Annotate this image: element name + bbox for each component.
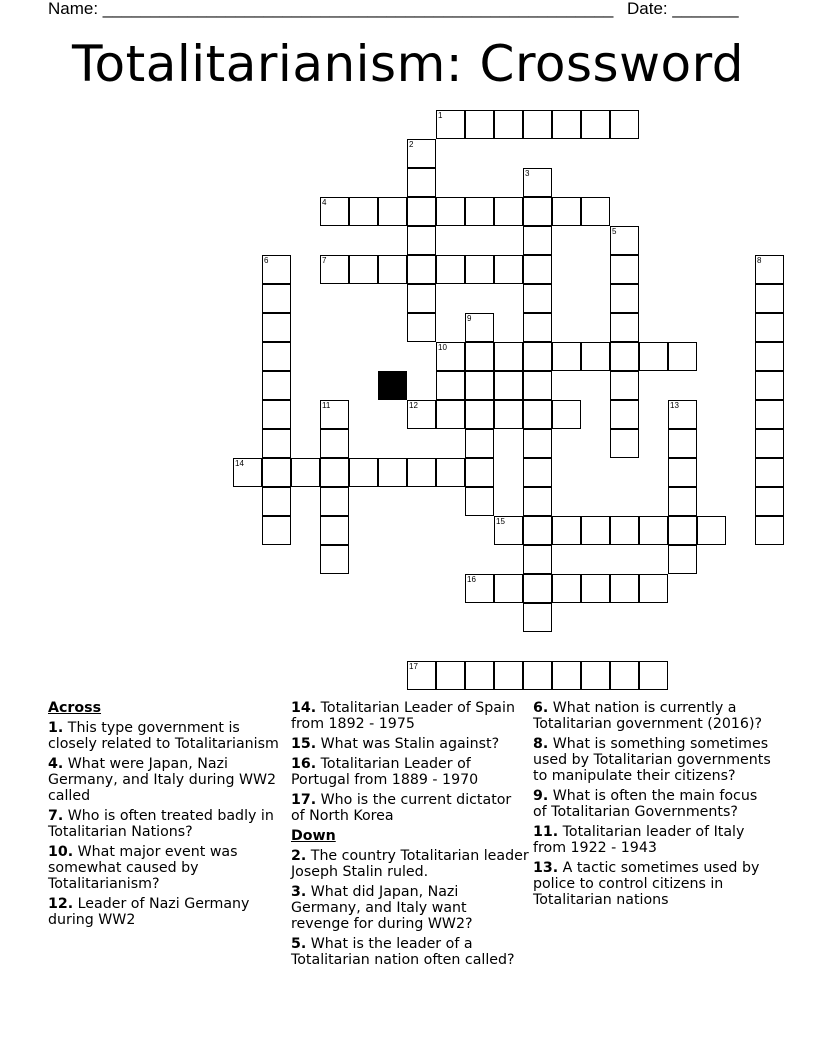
down-clue — [533, 736, 773, 784]
clue-text: What is something sometimes used by Totalitarian governments to manipulate their citizens? — [533, 736, 771, 784]
grid-cell[interactable] — [523, 429, 552, 458]
grid-cell[interactable] — [436, 255, 465, 284]
name-label[interactable]: Name: ______________________________________________________ — [48, 0, 614, 18]
clue-number: 9 — [467, 314, 472, 323]
grid-cell[interactable] — [378, 255, 407, 284]
grid-cell[interactable] — [552, 661, 581, 690]
grid-cell[interactable] — [668, 516, 697, 545]
grid-cell[interactable] — [465, 487, 494, 516]
across-clue — [291, 700, 529, 732]
grid-cell[interactable] — [349, 458, 378, 487]
grid-cell[interactable] — [262, 400, 291, 429]
grid-cell[interactable] — [755, 371, 784, 400]
grid-cell[interactable] — [407, 458, 436, 487]
clue-text: What nation is currently a Totalitarian government (2016)? — [533, 700, 763, 732]
grid-cell[interactable] — [639, 342, 668, 371]
grid-cell[interactable] — [465, 197, 494, 226]
grid-cell[interactable] — [407, 197, 436, 226]
grid-cell[interactable] — [668, 429, 697, 458]
down-clue — [291, 936, 529, 968]
grid-cell[interactable] — [523, 516, 552, 545]
grid-cell[interactable] — [755, 516, 784, 545]
grid-cell[interactable] — [465, 342, 494, 371]
grid-cell[interactable] — [465, 661, 494, 690]
across-clue — [291, 756, 529, 788]
grid-cell[interactable] — [668, 400, 697, 429]
grid-cell[interactable] — [465, 574, 494, 603]
clue-number: 3 — [525, 169, 530, 178]
grid-cell[interactable] — [262, 371, 291, 400]
grid-cell[interactable] — [494, 516, 523, 545]
grid-cell[interactable] — [523, 661, 552, 690]
grid-cell[interactable] — [436, 197, 465, 226]
grid-cell[interactable] — [436, 661, 465, 690]
grid-cell[interactable] — [465, 371, 494, 400]
grid-cell[interactable] — [407, 661, 436, 690]
grid-cell[interactable] — [523, 400, 552, 429]
grid-cell[interactable] — [494, 342, 523, 371]
grid-cell[interactable] — [523, 545, 552, 574]
grid-cell[interactable] — [552, 400, 581, 429]
grid-cell[interactable] — [668, 458, 697, 487]
grid-cell[interactable] — [378, 197, 407, 226]
grid-cell[interactable] — [552, 197, 581, 226]
grid-cell[interactable] — [755, 313, 784, 342]
across-clue — [291, 792, 529, 824]
grid-cell[interactable] — [494, 400, 523, 429]
across-clue — [291, 736, 529, 752]
clue-number: 8. — [533, 736, 549, 752]
grid-cell[interactable] — [349, 255, 378, 284]
grid-cell[interactable] — [610, 110, 639, 139]
clue-number: 11. — [533, 824, 559, 840]
down-clue — [533, 860, 773, 908]
grid-cell[interactable] — [610, 255, 639, 284]
grid-cell[interactable] — [610, 284, 639, 313]
grid-cell[interactable] — [494, 197, 523, 226]
clue-number: 6. — [533, 700, 549, 716]
grid-cell[interactable] — [755, 487, 784, 516]
grid-cell[interactable] — [523, 284, 552, 313]
grid-cell[interactable] — [610, 574, 639, 603]
grid-cell[interactable] — [320, 487, 349, 516]
clue-number: 7. — [48, 808, 64, 824]
grid-cell[interactable] — [436, 371, 465, 400]
clue-number: 17 — [409, 662, 418, 671]
grid-cell[interactable] — [523, 487, 552, 516]
clue-number: 2 — [409, 140, 414, 149]
grid-cell[interactable] — [407, 139, 436, 168]
grid-cell[interactable] — [465, 400, 494, 429]
grid-cell[interactable] — [668, 342, 697, 371]
across-clue — [48, 808, 284, 840]
grid-cell[interactable] — [407, 284, 436, 313]
grid-cell[interactable] — [494, 574, 523, 603]
grid-cell[interactable] — [610, 342, 639, 371]
grid-cell[interactable] — [233, 458, 262, 487]
clue-number: 15 — [496, 517, 505, 526]
grid-cell[interactable] — [755, 255, 784, 284]
down-clue — [533, 824, 773, 856]
grid-cell[interactable] — [407, 400, 436, 429]
clue-text: Totalitarian Leader of Spain from 1892 - 1975 — [291, 700, 515, 732]
grid-cell[interactable] — [610, 400, 639, 429]
clue-text: What major event was somewhat caused by Totalitarianism? — [48, 844, 238, 892]
grid-cell[interactable] — [755, 284, 784, 313]
across-clue — [48, 896, 284, 928]
grid-cell[interactable] — [581, 342, 610, 371]
grid-cell[interactable] — [262, 516, 291, 545]
grid-cell[interactable] — [523, 313, 552, 342]
clue-number: 4 — [322, 198, 327, 207]
clues-heading: Across — [48, 700, 102, 716]
down-clue — [533, 700, 773, 732]
grid-cell[interactable] — [262, 255, 291, 284]
grid-cell[interactable] — [581, 197, 610, 226]
grid-cell[interactable] — [378, 458, 407, 487]
grid-cell[interactable] — [755, 400, 784, 429]
grid-cell[interactable] — [610, 226, 639, 255]
clue-text: A tactic sometimes used by police to control citizens in Totalitarian nations — [533, 860, 760, 908]
clue-number: 13 — [670, 401, 679, 410]
grid-cell[interactable] — [610, 313, 639, 342]
grid-cell[interactable] — [639, 574, 668, 603]
grid-cell[interactable] — [523, 110, 552, 139]
grid-cell[interactable] — [668, 545, 697, 574]
grid-cell[interactable] — [320, 255, 349, 284]
clue-number: 1. — [48, 720, 64, 736]
clue-number: 8 — [757, 256, 762, 265]
grid-cell[interactable] — [523, 603, 552, 632]
clue-number: 12. — [48, 896, 74, 912]
clue-text: Totalitarian Leader of Portugal from 1889 - 1970 — [291, 756, 479, 788]
grid-cell[interactable] — [262, 284, 291, 313]
grid-cell[interactable] — [552, 342, 581, 371]
clue-number: 4. — [48, 756, 64, 772]
date-label[interactable]: Date: _______ — [627, 0, 739, 18]
clue-text: What were Japan, Nazi Germany, and Italy during WW2 called — [48, 756, 277, 804]
grid-cell[interactable] — [755, 429, 784, 458]
clue-number: 12 — [409, 401, 418, 410]
clue-text: Who is the current dictator of North Korea — [291, 792, 512, 824]
clue-number: 13. — [533, 860, 559, 876]
clue-number: 3. — [291, 884, 307, 900]
page-title: Totalitarianism: Crossword — [71, 35, 745, 93]
clue-number: 10. — [48, 844, 74, 860]
grid-cell[interactable] — [494, 371, 523, 400]
grid-cell[interactable] — [320, 400, 349, 429]
clues-heading: Down — [291, 828, 336, 844]
clue-text: Leader of Nazi Germany during WW2 — [48, 896, 250, 928]
grid-cell[interactable] — [523, 458, 552, 487]
clue-number: 5. — [291, 936, 307, 952]
grid-cell[interactable] — [581, 574, 610, 603]
grid-cell[interactable] — [320, 545, 349, 574]
grid-cell[interactable] — [262, 342, 291, 371]
down-clue — [291, 884, 529, 932]
grid-cell[interactable] — [494, 661, 523, 690]
clue-text: What is often the main focus of Totalitarian Governments? — [533, 788, 758, 820]
grid-cell[interactable] — [320, 429, 349, 458]
grid-cell[interactable] — [523, 371, 552, 400]
grid-cell[interactable] — [465, 313, 494, 342]
clue-text: What did Japan, Nazi Germany, and Italy want revenge for during WW2? — [291, 884, 473, 932]
grid-cell[interactable] — [320, 516, 349, 545]
grid-cell[interactable] — [436, 342, 465, 371]
grid-cell[interactable] — [262, 458, 291, 487]
clue-number: 1 — [438, 111, 443, 120]
grid-cell[interactable] — [320, 458, 349, 487]
down-clue — [533, 788, 773, 820]
grid-cell[interactable] — [291, 458, 320, 487]
grid-cell[interactable] — [610, 371, 639, 400]
grid-cell[interactable] — [581, 516, 610, 545]
down-clue — [291, 848, 529, 880]
grid-cell[interactable] — [523, 197, 552, 226]
clue-text: Totalitarian leader of Italy from 1922 - 1943 — [533, 824, 745, 856]
grid-cell[interactable] — [465, 110, 494, 139]
grid-cell[interactable] — [639, 516, 668, 545]
clue-number: 14. — [291, 700, 317, 716]
across-clue — [48, 720, 284, 752]
grid-cell[interactable] — [262, 429, 291, 458]
grid-cell[interactable] — [436, 110, 465, 139]
grid-cell[interactable] — [494, 255, 523, 284]
clue-number: 2. — [291, 848, 307, 864]
grid-cell[interactable] — [610, 516, 639, 545]
grid-cell[interactable] — [407, 226, 436, 255]
grid-cell[interactable] — [523, 574, 552, 603]
clue-number: 5 — [612, 227, 617, 236]
grid-cell[interactable] — [755, 342, 784, 371]
grid-cell[interactable] — [407, 168, 436, 197]
clue-number: 6 — [264, 256, 269, 265]
clues-column-2 — [291, 700, 529, 972]
clue-text: What was Stalin against? — [316, 736, 500, 752]
grid-cell[interactable] — [581, 110, 610, 139]
grid-cell[interactable] — [581, 661, 610, 690]
clue-number: 10 — [438, 343, 447, 352]
grid-cell[interactable] — [755, 458, 784, 487]
across-clue — [48, 844, 284, 892]
grid-cell[interactable] — [349, 197, 378, 226]
grid-cell[interactable] — [697, 516, 726, 545]
clue-number: 17. — [291, 792, 317, 808]
across-clue — [48, 756, 284, 804]
clues-column-1 — [48, 700, 284, 932]
grid-cell[interactable] — [262, 487, 291, 516]
clue-number: 16 — [467, 575, 476, 584]
grid-cell[interactable] — [552, 110, 581, 139]
clue-text: The country Totalitarian leader Joseph Stalin ruled. — [291, 848, 529, 880]
grid-cell[interactable] — [610, 429, 639, 458]
grid-cell[interactable] — [523, 255, 552, 284]
grid-cell[interactable] — [407, 313, 436, 342]
grid-cell[interactable] — [465, 458, 494, 487]
clue-number: 7 — [322, 256, 327, 265]
grid-cell[interactable] — [320, 197, 349, 226]
black-cell — [378, 371, 407, 400]
clue-number: 14 — [235, 459, 244, 468]
clue-text: What is the leader of a Totalitarian nation often called? — [291, 936, 515, 968]
grid-cell[interactable] — [523, 226, 552, 255]
grid-cell[interactable] — [436, 458, 465, 487]
clue-text: Who is often treated badly in Totalitarian Nations? — [48, 808, 274, 840]
clue-text: This type government is closely related to Totalitarianism — [48, 720, 279, 752]
grid-cell[interactable] — [668, 487, 697, 516]
grid-cell[interactable] — [552, 516, 581, 545]
grid-cell[interactable] — [639, 661, 668, 690]
grid-cell[interactable] — [407, 255, 436, 284]
grid-cell[interactable] — [610, 661, 639, 690]
clues-column-3 — [533, 700, 773, 912]
grid-cell[interactable] — [523, 168, 552, 197]
grid-cell[interactable] — [523, 342, 552, 371]
clue-number: 15. — [291, 736, 317, 752]
grid-cell[interactable] — [465, 429, 494, 458]
clue-number: 9. — [533, 788, 549, 804]
grid-cell[interactable] — [465, 255, 494, 284]
grid-cell[interactable] — [262, 313, 291, 342]
grid-cell[interactable] — [494, 110, 523, 139]
clue-number: 16. — [291, 756, 317, 772]
grid-cell[interactable] — [436, 400, 465, 429]
clue-number: 11 — [322, 401, 331, 410]
grid-cell[interactable] — [552, 574, 581, 603]
